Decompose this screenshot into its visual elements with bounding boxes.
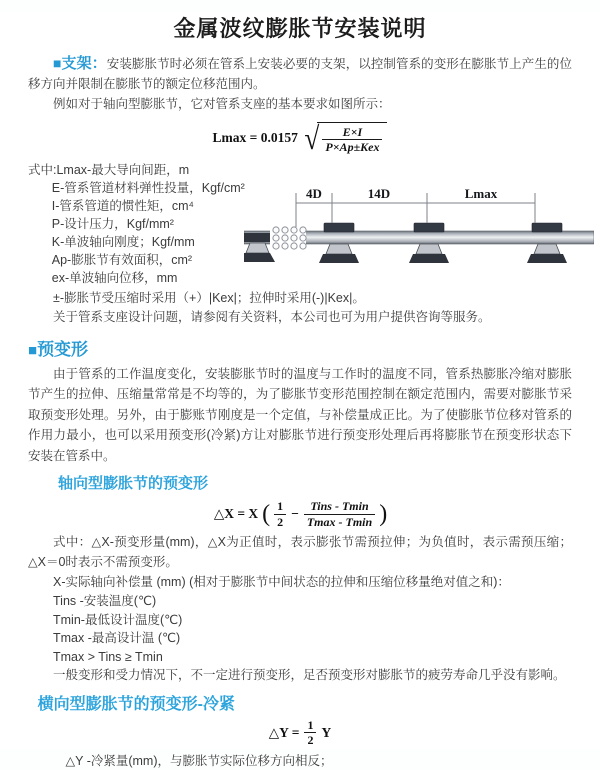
support-spacing-diagram: [244, 185, 594, 277]
dimension-lines: [296, 193, 535, 227]
page-title: 金属波纹膨胀节安装说明: [173, 16, 427, 41]
lmax-fraction-denominator: P×Ap±Kex: [322, 139, 382, 154]
support-section-heading: [53, 55, 107, 72]
support-intro-paragraph: [28, 53, 572, 94]
half-denominator: 2: [274, 514, 286, 529]
x-definition-line: X-实际轴向补偿量 (mm) (相对于膨胀节中间状态的拉伸和压缩位移量绝对值之和)：: [53, 575, 510, 590]
half-fraction: [274, 499, 286, 529]
half-numerator: 1: [277, 499, 284, 514]
predeform-heading-label: 预变形: [37, 339, 89, 359]
consult-line: 关于管系支座设计问题，请参阅有关资料，本公司也可为用户提供咨询等服务。: [53, 309, 491, 324]
support-intro-text: 安装膨胀节时必须在管系上安装必要的支架，以控制管系的变形在膨胀节上产生的位移方向并限制在膨胀节的额定位移范围内。: [28, 57, 572, 91]
formula-lmax: [28, 122, 572, 155]
support-example-line: 例如对于轴向型膨胀节，它对管系支座的基本要求如图所示：: [53, 97, 391, 111]
definitions-region: [28, 161, 572, 289]
lmax-fraction: [322, 125, 382, 155]
sqrt-expression: [303, 122, 388, 155]
support-heading-label: 支架：: [61, 55, 107, 72]
formula-delta-x: [28, 499, 572, 529]
formula-dx-lhs: △X = X: [213, 506, 259, 522]
definition-line: I-管系管道的惯性矩，cm⁴: [51, 198, 194, 213]
temperature-fraction: [304, 499, 375, 529]
section-bullet-icon: ■: [28, 341, 38, 359]
dx-explain-paragraph: 式中：△X-预变形量(mm)，△X为正值时，表示膨张节需预拉伸；为负值时，表示需预压缩；△X＝0时表示不需预变形。: [28, 535, 572, 569]
formula-dy-rhs: Y: [321, 724, 332, 740]
definition-line: P-设计压力，Kgf/mm²: [51, 216, 174, 231]
close-paren: ): [379, 501, 388, 528]
bellows-icon: [270, 227, 306, 249]
formula-lmax-lhs: Lmax = 0.0157: [212, 130, 298, 146]
dim-label-14d: 14D: [367, 185, 391, 201]
temp-inequality-line: Tmax > Tins ≥ Tmin: [53, 649, 163, 664]
open-paren: (: [262, 501, 271, 528]
dim-label-4d: 4D: [306, 185, 322, 201]
definition-line: E-管系管道材料弹性投量，Kgf/cm²: [51, 180, 245, 195]
dy-half-fraction: [304, 718, 316, 748]
formula-dy-lhs: △Y =: [268, 724, 300, 740]
definition-line: Ap-膨胀节有效面积，cm²: [51, 252, 193, 267]
dim-label-lmax: Lmax: [464, 185, 498, 201]
temp-numerator: Tins - Tmin: [310, 499, 369, 514]
definition-line: 式中:Lmax-最大导向间距，m: [28, 162, 190, 177]
minus-operator: −: [291, 506, 299, 522]
radicand: [317, 122, 387, 155]
temp-line-tins: Tins -安装温度(℃): [53, 594, 157, 609]
definition-line: K-单波轴向刚度；Kgf/mm: [51, 234, 195, 249]
temp-line-tmin: Tmin-最低设计温度(℃): [53, 612, 183, 627]
temp-line-tmax: Tmax -最高设计温 (℃): [53, 631, 181, 646]
temp-denominator: Tmax - Tmin: [304, 514, 375, 529]
formula-delta-y: [28, 718, 572, 748]
predeform-paragraph: 由于管系的工作温度变化，安装膨胀节时的温度与工作时的温度不同，管系热膨胀冷缩对膨胀节产生的拉伸、压缩量常常是不均等的，为了膨胀节变形范围控制在额定范围内，需要对膨胀节采取预变形处理。另外，由于膨账节刚度是一个定值，与补偿量成正比。为了使膨胀节位移对管系的作用力最小，也可以采用预变形(冷紧)方让对膨胀节进行预变形处理后再将膨胀节在预变形状态下安装在管系中。: [28, 366, 572, 463]
lateral-subsection-heading: 横向型膨胀节的预变形-冷紧: [37, 696, 235, 714]
section-bullet-icon: ■: [53, 55, 62, 71]
axial-subsection-heading: 轴向型膨胀节的预变形: [58, 475, 209, 493]
document-page: [0, 12, 600, 768]
dy-numerator: 1: [307, 718, 314, 733]
radical-icon: √: [304, 120, 320, 157]
definition-line: ex-单波轴向位移，mm: [51, 270, 178, 285]
predeform-section-heading: [28, 335, 572, 360]
lmax-fraction-numerator: E×I: [342, 125, 363, 139]
dy-denominator: 2: [304, 732, 316, 747]
predeform-note-line: 一般变形和受力情况下，不一定进行预变形，足否预变形对膨胀节的疲劳寿命几乎没有影响。: [53, 668, 566, 683]
dy-explain-line: △Y -冷紧量(mm)，与膨胀节实际位移方向相反；: [65, 753, 333, 768]
plus-minus-line: ±-膨胀节受压缩时采用（+）|Kex|；拉伸时采用(-)|Kex|。: [53, 290, 365, 305]
